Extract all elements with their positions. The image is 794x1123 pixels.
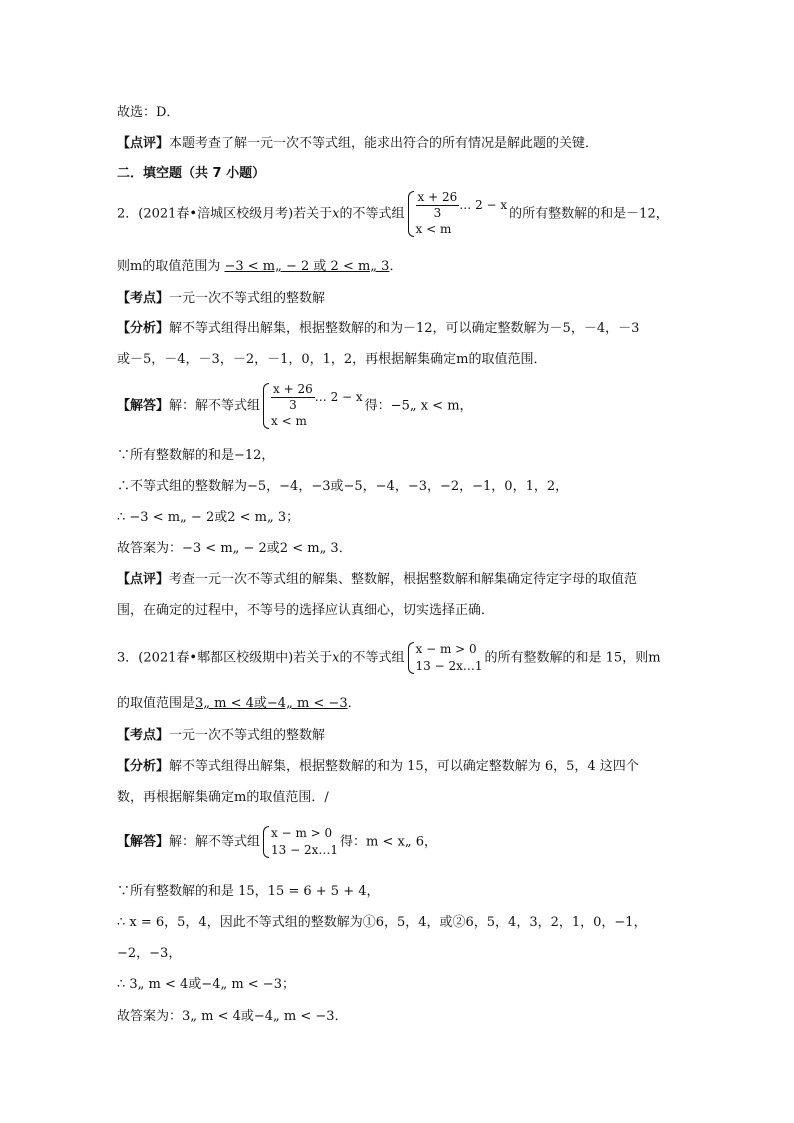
q2-analysis-line-1: 【分析】解不等式组得出解集，根据整数解的和为－12，可以确定整数解为－5，－4，－3 (117, 321, 640, 336)
q3-step-3: −2，−3， (117, 946, 182, 961)
q2-step-1: ∵所有整数解的和是−12， (117, 448, 275, 463)
q3-analysis-line-1: 【分析】解不等式组得出解集，根据整数解的和为 15，可以确定整数解为 6，5，4 这四个 (117, 759, 639, 774)
q3-topic-line: 【考点】一元一次不等式组的整数解 (117, 728, 326, 743)
comment-text: 本题考查了解一元一次不等式组，能求出符合的所有情况是解此题的关键． (169, 136, 599, 151)
q3-step-2: ∴ x = 6，5，4，因此不等式组的整数解为①6，5，4，或②6，5，4，3，2，1，0，−1， (117, 915, 647, 930)
q3-step-5: 故答案为：3„ m < 4或−4„ m < −3． (117, 1009, 348, 1024)
q2-inequality-system: $\frac{x + 26}{3}$ … 2 − x x < m (407, 190, 508, 238)
q3-inequality-system: x − m > 0 13 − 2x…1 (407, 641, 483, 675)
q2-comment-line-2: 围，在确定的过程中，不等号的选择应认真细心，切实选择正确． (117, 603, 495, 618)
q3-step-4: ∴ 3„ m < 4或−4„ m < −3； (117, 977, 295, 992)
q2-analysis-line-2: 或－5，－4，－3，－2，－1，0，1，2，再根据解集确定m的取值范围． (117, 352, 547, 367)
section-heading: 二．填空题（共 7 小题） (117, 166, 266, 181)
q2-step-3: ∴ −3 < m„ − 2或2 < m„ 3； (117, 510, 300, 525)
question-3: 3．(2021春•郫都区校级期中)若关于x的不等式组 x − m > 0 13 − 2x…1 的所有整数解的和是 15，则m (117, 642, 661, 673)
question-3-answer-line: 的取值范围是3„ m < 4或−4„ m < −3． (117, 696, 361, 711)
comment-tag: 【点评】 (117, 136, 170, 151)
q3-analysis-line-2: 数，再根据解集确定m的取值范围．/ (117, 790, 329, 805)
q3-answer: 3„ m < 4或−4„ m < −3 (195, 696, 348, 711)
q3-step-1: ∵所有整数解的和是 15，15 = 6 + 5 + 4， (117, 884, 380, 899)
q2-answer: −3 < m„ − 2 或 2 < m„ 3 (224, 259, 390, 274)
q2-topic-line: 【考点】一元一次不等式组的整数解 (117, 291, 326, 306)
conclusion-line: 故选：D． (117, 105, 180, 120)
question-2 (117, 190, 669, 238)
q2-variable: x (332, 206, 340, 222)
q3-solution-line: 【解答】解：解不等式组 x − m > 0 13 − 2x…1 得：m < x„ 6， (117, 826, 437, 857)
q2-step-4: 故答案为：−3 < m„ − 2或2 < m„ 3． (117, 541, 352, 556)
q2-step-2: ∴不等式组的整数解为−5，−4，−3或−5，−4，−3，−2，−1，0，1，2， (117, 479, 569, 494)
question-2-answer-line: 则m的取值范围为 −3 < m„ − 2 或 2 < m„ 3． (117, 259, 403, 274)
q2-mid: 的不等式组 (339, 206, 405, 222)
q2-solution-system: $\frac{x + 26}{3}$ … 2 − x x < m (262, 382, 363, 430)
q2-suffix: 的所有整数解的和是－12， (509, 206, 669, 222)
comment-line (117, 135, 598, 153)
q2-solution-line: 【解答】解：解不等式组 $\frac{x + 26}{3}$ … 2 − x x < m 得：−5„ x < m， (117, 382, 473, 428)
q2-prefix: 2．(2021春•涪城区校级月考)若关于 (117, 206, 333, 222)
q2-comment-line-1: 【点评】考查一元一次不等式组的解集、整数解，根据整数解和解集确定待定字母的取值范 (117, 572, 638, 587)
q3-solution-system: x − m > 0 13 − 2x…1 (262, 825, 338, 859)
q2-fraction: $\frac{x + 26}{3}$ (417, 190, 458, 220)
